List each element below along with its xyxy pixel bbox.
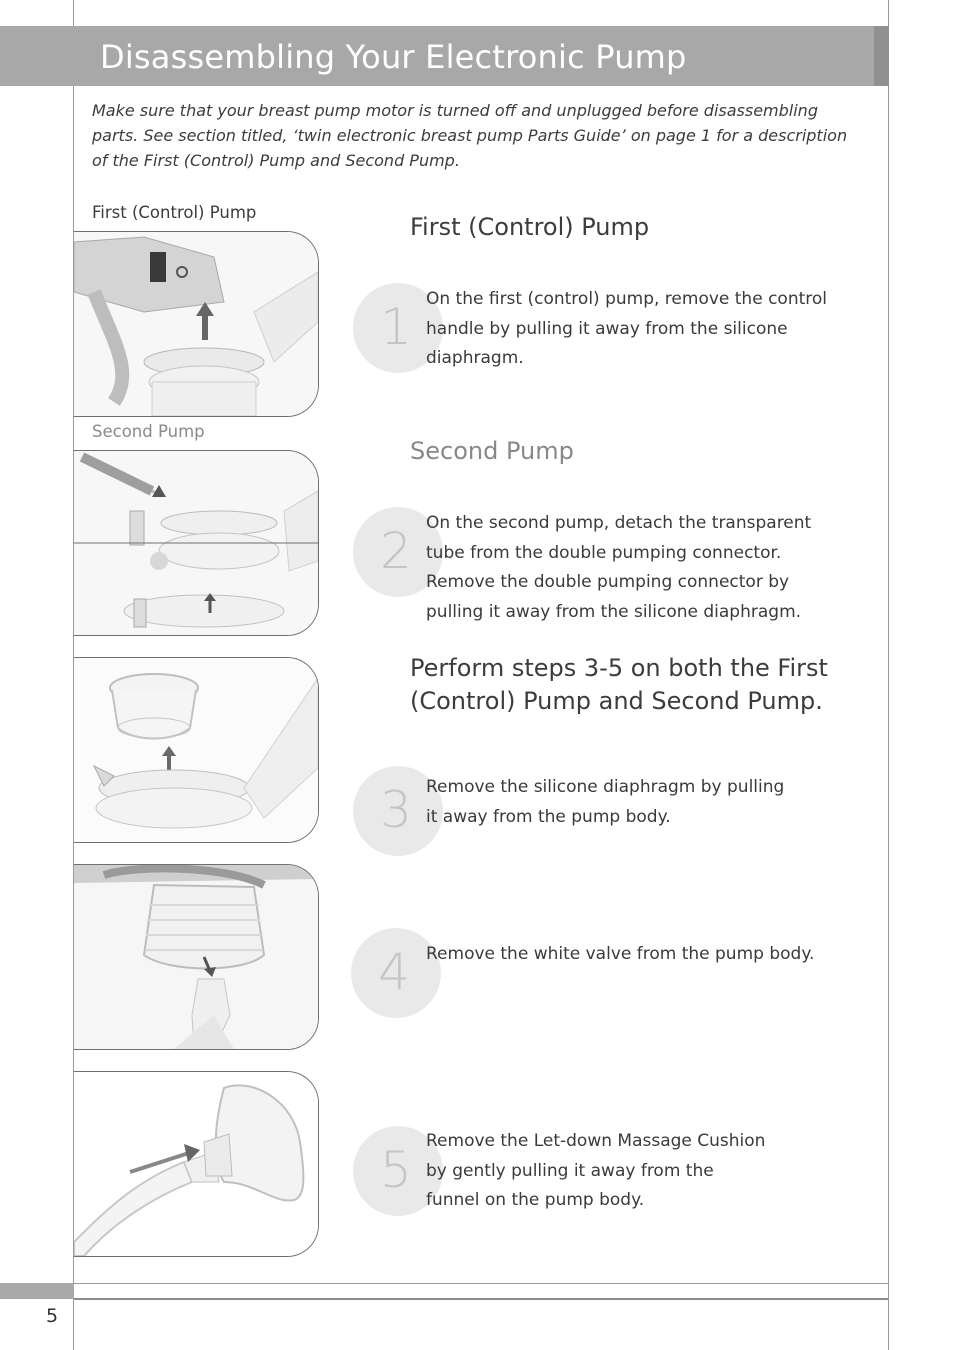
- illustration-step-2: [74, 450, 319, 636]
- page-title: Disassembling Your Electronic Pump: [100, 38, 687, 76]
- step-3-number: 3: [380, 781, 412, 839]
- connector-illustration: [74, 451, 318, 635]
- illustration-step-5: [74, 1071, 319, 1257]
- step-1-text: On the first (control) pump, remove the control handle by pulling it away from the silicone diaphragm.: [426, 289, 827, 368]
- massage-cushion-illustration: [74, 1072, 318, 1256]
- illustration-step-4: [74, 864, 319, 1050]
- footer-rule: [74, 1298, 889, 1300]
- right-margin-rule: [888, 0, 889, 1350]
- title-bar-tab: [874, 26, 889, 86]
- step-3-text: Remove the silicone diaphragm by pulling it away from the pump body.: [426, 777, 785, 827]
- step-4-number: 4: [378, 943, 410, 1001]
- heading-second-pump: Second Pump: [410, 437, 574, 465]
- heading-both-pumps: Perform steps 3-5 on both the First (Control) Pump and Second Pump.: [410, 654, 828, 715]
- footer-page-tab: [0, 1283, 74, 1299]
- heading-first-pump: First (Control) Pump: [410, 213, 650, 241]
- valve-illustration: [74, 865, 318, 1049]
- page-number: 5: [46, 1305, 59, 1327]
- step-5-text: Remove the Let-down Massage Cushion by gently pulling it away from the funnel on the pump body.: [426, 1131, 766, 1210]
- illustration-step-3: [74, 657, 319, 843]
- step-4-text: Remove the white valve from the pump body.: [426, 944, 815, 964]
- step-1-number: 1: [380, 298, 412, 356]
- step-5-number: 5: [380, 1141, 412, 1199]
- footer-top-rule: [0, 1283, 889, 1284]
- step-2-number: 2: [380, 522, 412, 580]
- caption-first-pump: First (Control) Pump: [92, 203, 257, 222]
- control-handle-illustration: [74, 232, 318, 416]
- illustration-step-1: [74, 231, 319, 417]
- step-2-text: On the second pump, detach the transparent tube from the double pumping connector. Remove the double pumping connector by pulling it away from the silicone diaphragm.: [426, 513, 812, 622]
- intro-paragraph: Make sure that your breast pump motor is turned off and unplugged before disassembling parts. See section titled, ‘twin electronic breast pump Parts Guide’ on page 1 for a description of the First (Control) Pump and Second Pump.: [92, 101, 848, 170]
- diaphragm-illustration: [74, 658, 318, 842]
- caption-second-pump: Second Pump: [92, 422, 205, 441]
